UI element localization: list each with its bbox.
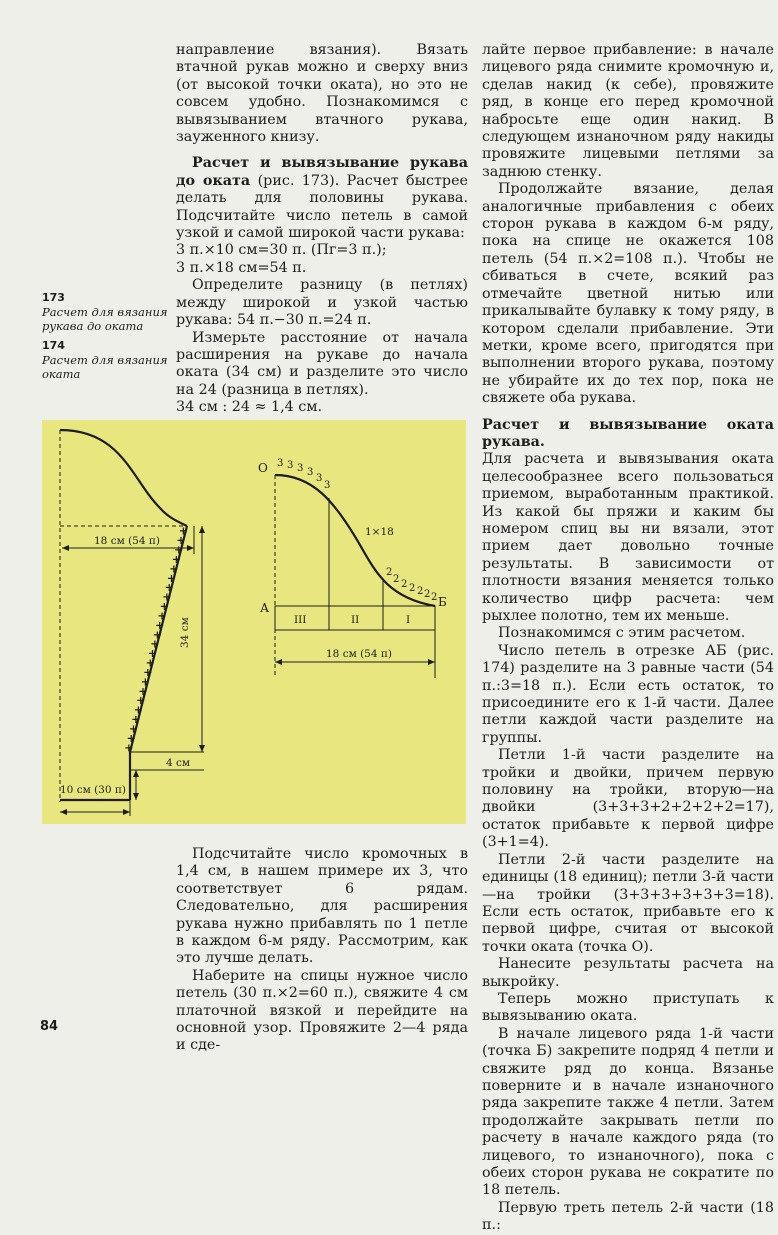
paragraph: Нанесите результаты расчета на выкройку.: [482, 956, 774, 990]
pattern-diagrams: [42, 420, 466, 824]
increase-mark: +: [171, 553, 181, 566]
paragraph: направление вязания). Вязать втачной рукав можно и сверху вниз (от высокой точки оката), но это не совсем удобно. Познакомимся с вывязыванием втачного рукава, зауженного книзу.: [176, 42, 468, 146]
caption-text: Расчет для вязания рукава до оката: [42, 305, 168, 333]
caption-number: 173: [42, 291, 65, 304]
paragraph: Число петель в отрезке АБ (рис. 174) разделите на 3 равные части (54 п.:3=18 п.). Если есть остаток, то присоедините его к 1-й части. Далее петли каждой части разделите на группы.: [482, 642, 774, 746]
sleeve-cap-curve: [60, 430, 187, 526]
label-top-width: 18 см (54 п): [94, 535, 160, 547]
top-digits: [277, 458, 330, 491]
section-heading: Расчет и вывязывание оката рукава.: [482, 416, 774, 450]
bottom-digits: [386, 567, 437, 603]
paragraph: Расчет и вывязывание рукава до оката (рис. 173). Расчет быстрее делать для половины рукава. Подсчитайте число петель в самой узкой и самой широкой части рукава:: [176, 155, 468, 242]
sleeve-pattern-figure: [42, 420, 466, 824]
increase-mark: +: [133, 703, 143, 717]
paragraph: Теперь можно приступать к вывязыванию оката.: [482, 990, 774, 1025]
paragraph: Наберите на спицы нужное число петель (30 п.×2=60 п.), свяжите 4 см платочной вязкой и перейдите на основной узор. Провяжите 2—4 ряда и сде-: [176, 967, 468, 1054]
label-cap-width: 18 см (54 п): [326, 648, 392, 660]
svg-text:2: 2: [424, 589, 431, 600]
increase-mark: +: [157, 609, 167, 623]
page-number: 84: [40, 1019, 59, 1034]
svg-text:3: 3: [307, 467, 314, 478]
increase-mark: +: [169, 562, 179, 576]
figure-174: [258, 458, 447, 678]
increase-mark: +: [174, 543, 184, 557]
paragraph: Для расчета и вывязывания оката целесообразнее всего пользоваться приемом, выработанным практикой. Из какой бы пряжи и каким бы номером спиц вы ни вязали, этот прием дает довольно точные результаты. В зависимости от плотности вязания меняется только количество цифр расчета: чем рыхлее полотно, тем их меньше.: [482, 451, 774, 624]
section-2-label: II: [351, 614, 360, 626]
paragraph: Подсчитайте число кромочных в 1,4 см, в нашем примере их 3, что соответствует 6 рядам. Следовательно, для расширения рукава нужно прибавлять по 1 петле в каждом 6-м ряду. Рассмотрим, как это лучше делать.: [176, 846, 468, 967]
formula: 34 см : 24 ≈ 1,4 см.: [176, 399, 322, 416]
point-b-label: Б: [438, 595, 447, 609]
svg-text:2: 2: [417, 586, 424, 597]
point-a-label: А: [260, 601, 270, 615]
label-cuff-height: 4 см: [166, 757, 191, 769]
paragraph: Петли 2-й части разделите на единицы (18 единиц); петли 3-й части—на тройки (3+3+3+3+3+3=18). Если есть остаток, прибавьте его к первой цифре, считая от высокой точки оката (точка О).: [482, 851, 774, 955]
section-1-label: I: [406, 614, 411, 626]
svg-text:2: 2: [386, 567, 393, 578]
paragraph: Петли 1-й части разделите на тройки и двойки, причем первую половину на тройки, вторую—на двойки (3+3+3+2+2+2+2=17), остаток прибавьте к первой цифре (3+1=4).: [482, 747, 774, 851]
svg-text:3: 3: [277, 458, 284, 469]
svg-text:3: 3: [287, 460, 294, 471]
paragraph: В начале лицевого ряда 1-й части (точка Б) закрепите подряд 4 петли и свяжите ряд до конца. Вязанье поверните и в начале изнаночного ряда закрепите также 4 петли. Затем продолжайте закрывать петли по расчету в начале каждого ряда (то лицевого, то изнаночного), пока с обеих сторон рукава не сократите по 18 петель.: [482, 1025, 774, 1199]
svg-text:2: 2: [431, 592, 438, 603]
section-3-label: III: [294, 614, 307, 626]
formula: 3 п.×10 см=30 п. (Пг=3 п.);: [176, 242, 387, 259]
mid-section-label: 1×18: [365, 526, 394, 538]
increase-mark: +: [178, 524, 189, 538]
svg-text:3: 3: [324, 480, 331, 491]
increase-mark: +: [145, 656, 155, 670]
paragraph: Измерьте расстояние от начала расширения на рукаве до начала оката (34 см) и разделите это число на 24 (разница в петлях).: [176, 329, 468, 398]
column-left-top: [176, 42, 468, 417]
increase-mark: +: [159, 600, 170, 613]
increase-mark: +: [147, 647, 158, 661]
formula: 3 п.×18 см=54 п.: [176, 259, 307, 276]
increase-mark: +: [128, 722, 139, 736]
increase-mark: +: [162, 590, 172, 604]
increase-mark: +: [140, 675, 151, 689]
column-left-bottom: [176, 846, 468, 1055]
paragraph: Определите разницу (в петлях) между широкой и узкой частью рукава: 54 п.−30 п.=24 п.: [176, 277, 468, 329]
increase-mark: +: [166, 571, 177, 585]
caption-number: 174: [42, 339, 65, 352]
paragraph: Познакомимся с этим расчетом.: [498, 625, 746, 642]
increase-mark: +: [138, 684, 148, 698]
increase-mark: +: [131, 713, 141, 726]
paragraph: Продолжайте вязание, делая аналогичные прибавления с обеих сторон рукава в каждом 6-м ряду, пока на спице не окажется 108 петель (54 п.×2=108 п.). Чтобы не сбиваться в счете, всякий раз отмечайте цветной нитью или прикалывайте булавку к тому ряду, в котором сделали прибавление. Эти метки, кроме всего, пригодятся при выполнении второго рукава, поэтому не убирайте их до тех пор, пока не свяжете оба рукава.: [482, 181, 774, 407]
column-right: [482, 42, 774, 1235]
increase-mark: +: [155, 618, 165, 632]
label-bottom-width: 10 см (30 п): [60, 784, 126, 796]
svg-text:2: 2: [393, 574, 400, 585]
increase-mark: +: [126, 731, 136, 745]
paragraph: Первую треть петель 2-й части (18 п.:: [482, 1199, 774, 1234]
label-height: 34 см: [179, 617, 191, 648]
figure-captions: [42, 291, 172, 381]
increase-mark: +: [136, 694, 146, 708]
increase-mark: +: [176, 534, 186, 548]
figure-173: [60, 430, 205, 816]
svg-text:3: 3: [316, 473, 323, 484]
increase-mark: +: [152, 628, 162, 642]
svg-text:2: 2: [409, 583, 416, 594]
increase-mark: +: [124, 741, 134, 755]
increase-mark: +: [143, 666, 153, 679]
svg-text:2: 2: [401, 579, 408, 590]
increase-mark: +: [150, 637, 160, 651]
caption-text: Расчет для вязания оката: [42, 353, 168, 381]
section-heading: Расчет и вывязывание рукава до оката: [176, 155, 468, 189]
increase-mark: +: [164, 581, 174, 595]
paragraph: лайте первое прибавление: в начале лицевого ряда снимите кромочную и, сделав накид (к себе), провяжите ряд, в конце его перед кромочной набросьте еще один накид. В следующем изнаночном ряду накиды провяжите лицевыми петлями за заднюю стенку.: [482, 42, 774, 180]
point-o-label: О: [258, 461, 268, 475]
svg-text:3: 3: [297, 463, 304, 474]
